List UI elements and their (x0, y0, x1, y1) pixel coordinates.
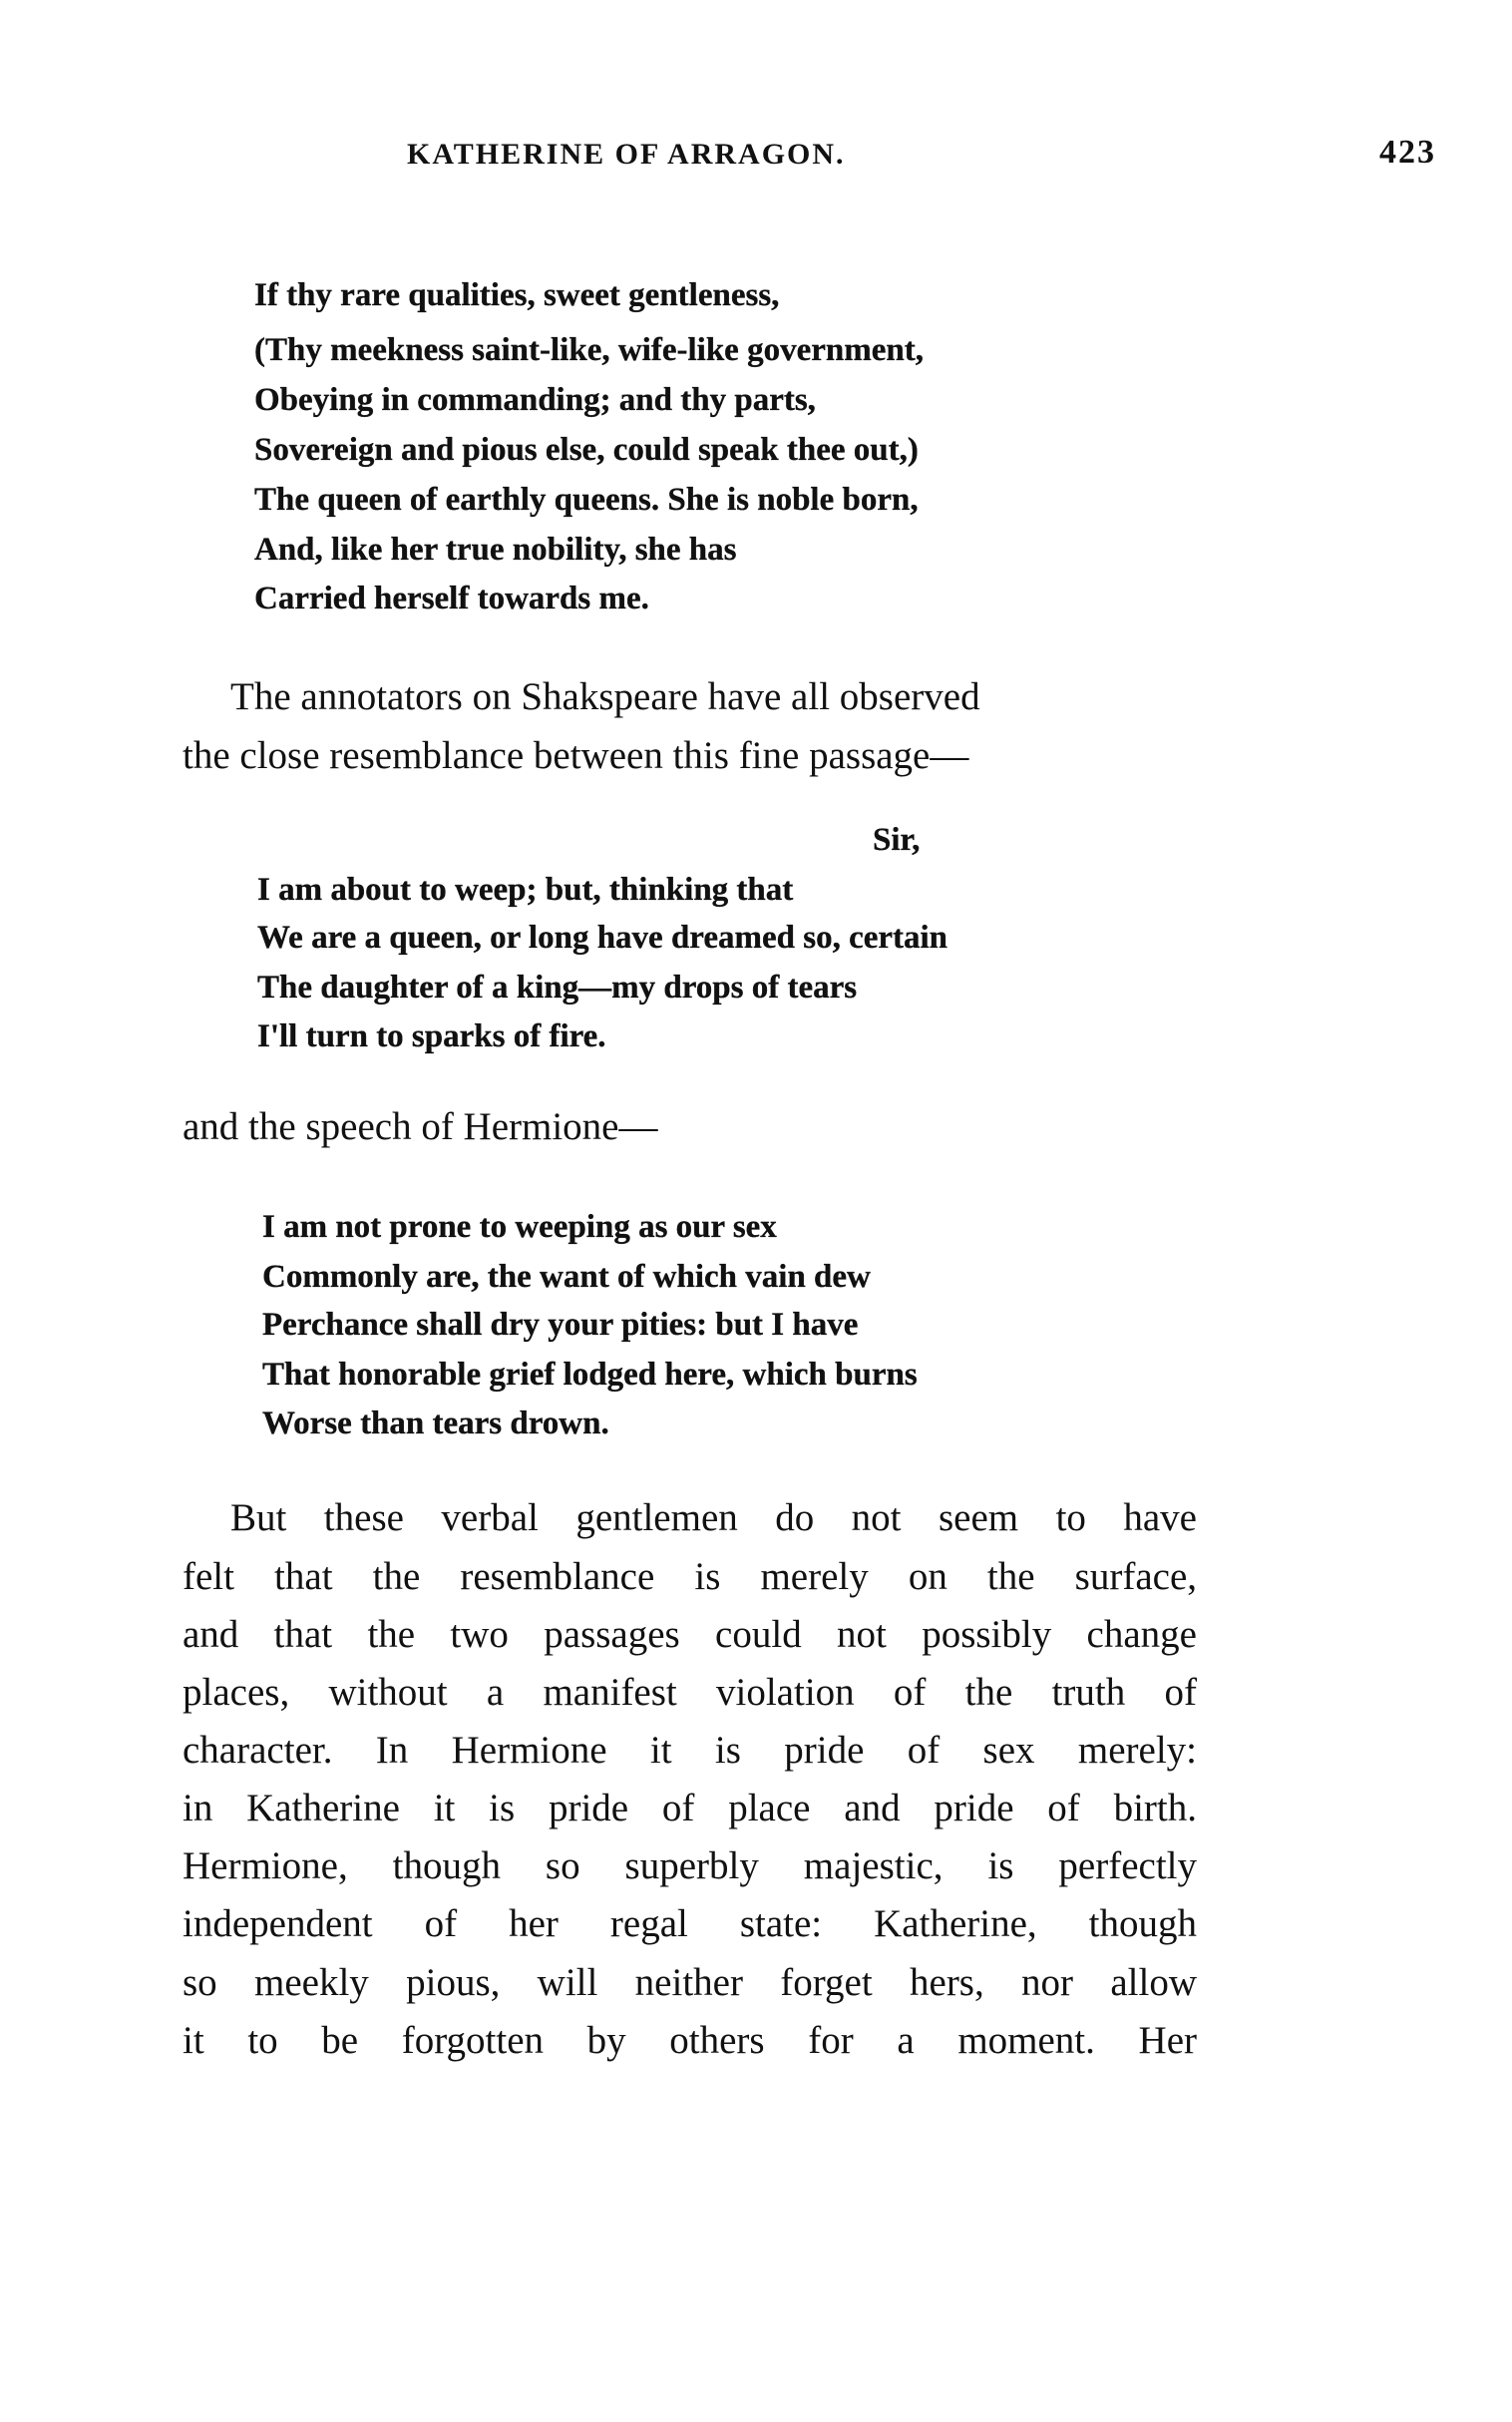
verse-line: The daughter of a king—my drops of tears (257, 970, 858, 1006)
paragraph-line: it to be forgotten by others for a moment. Her (183, 2019, 1197, 2062)
verse-line: And, like her true nobility, she has (254, 532, 737, 568)
verse-line: I am about to weep; but, thinking that (257, 872, 794, 908)
verse-line: Worse than tears drown. (262, 1406, 609, 1441)
verse-line: That honorable grief lodged here, which burns (262, 1357, 918, 1393)
paragraph-line: felt that the resemblance is merely on the surface, (183, 1555, 1197, 1598)
paragraph-line: The annotators on Shakspeare have all observed (230, 675, 980, 718)
paragraph-line: and that the two passages could not possibly change (183, 1613, 1197, 1656)
verse-line: If thy rare qualities, sweet gentleness, (254, 277, 780, 313)
paragraph-line: Hermione, though so superbly majestic, is perfectly (183, 1844, 1197, 1887)
running-title: KATHERINE OF ARRAGON. (407, 138, 846, 171)
paragraph-line: so meekly pious, will neither forget hers, nor allow (183, 1961, 1197, 2004)
verse-line: I am not prone to weeping as our sex (262, 1209, 777, 1245)
paragraph-line: the close resemblance between this fine passage— (183, 734, 969, 777)
verse-line: Sovereign and pious else, could speak thee out,) (254, 432, 919, 468)
verse-line: Perchance shall dry your pities: but I have (262, 1307, 859, 1343)
verse-line: Carried herself towards me. (254, 581, 649, 616)
paragraph-line: But these verbal gentlemen do not seem to have (230, 1496, 1197, 1539)
verse-line: The queen of earthly queens. She is noble born, (254, 482, 919, 518)
page-number: 423 (1379, 134, 1436, 171)
verse-line: Obeying in commanding; and thy parts, (254, 382, 816, 418)
paragraph-line: in Katherine it is pride of place and pride of birth. (183, 1787, 1197, 1829)
paragraph-line: and the speech of Hermione— (183, 1105, 658, 1148)
paragraph-line: places, without a manifest violation of the truth of (183, 1671, 1197, 1714)
verse-line: Commonly are, the want of which vain dew (262, 1259, 871, 1295)
verse-line: We are a queen, or long have dreamed so, certain (257, 920, 948, 956)
verse-line: I'll turn to sparks of fire. (257, 1018, 606, 1054)
verse-line: (Thy meekness saint-like, wife-like government, (254, 332, 924, 368)
paragraph-line: character. In Hermione it is pride of sex merely: (183, 1729, 1197, 1772)
paragraph-line: independent of her regal state: Katherine, though (183, 1902, 1197, 1945)
verse-address: Sir, (873, 822, 921, 858)
